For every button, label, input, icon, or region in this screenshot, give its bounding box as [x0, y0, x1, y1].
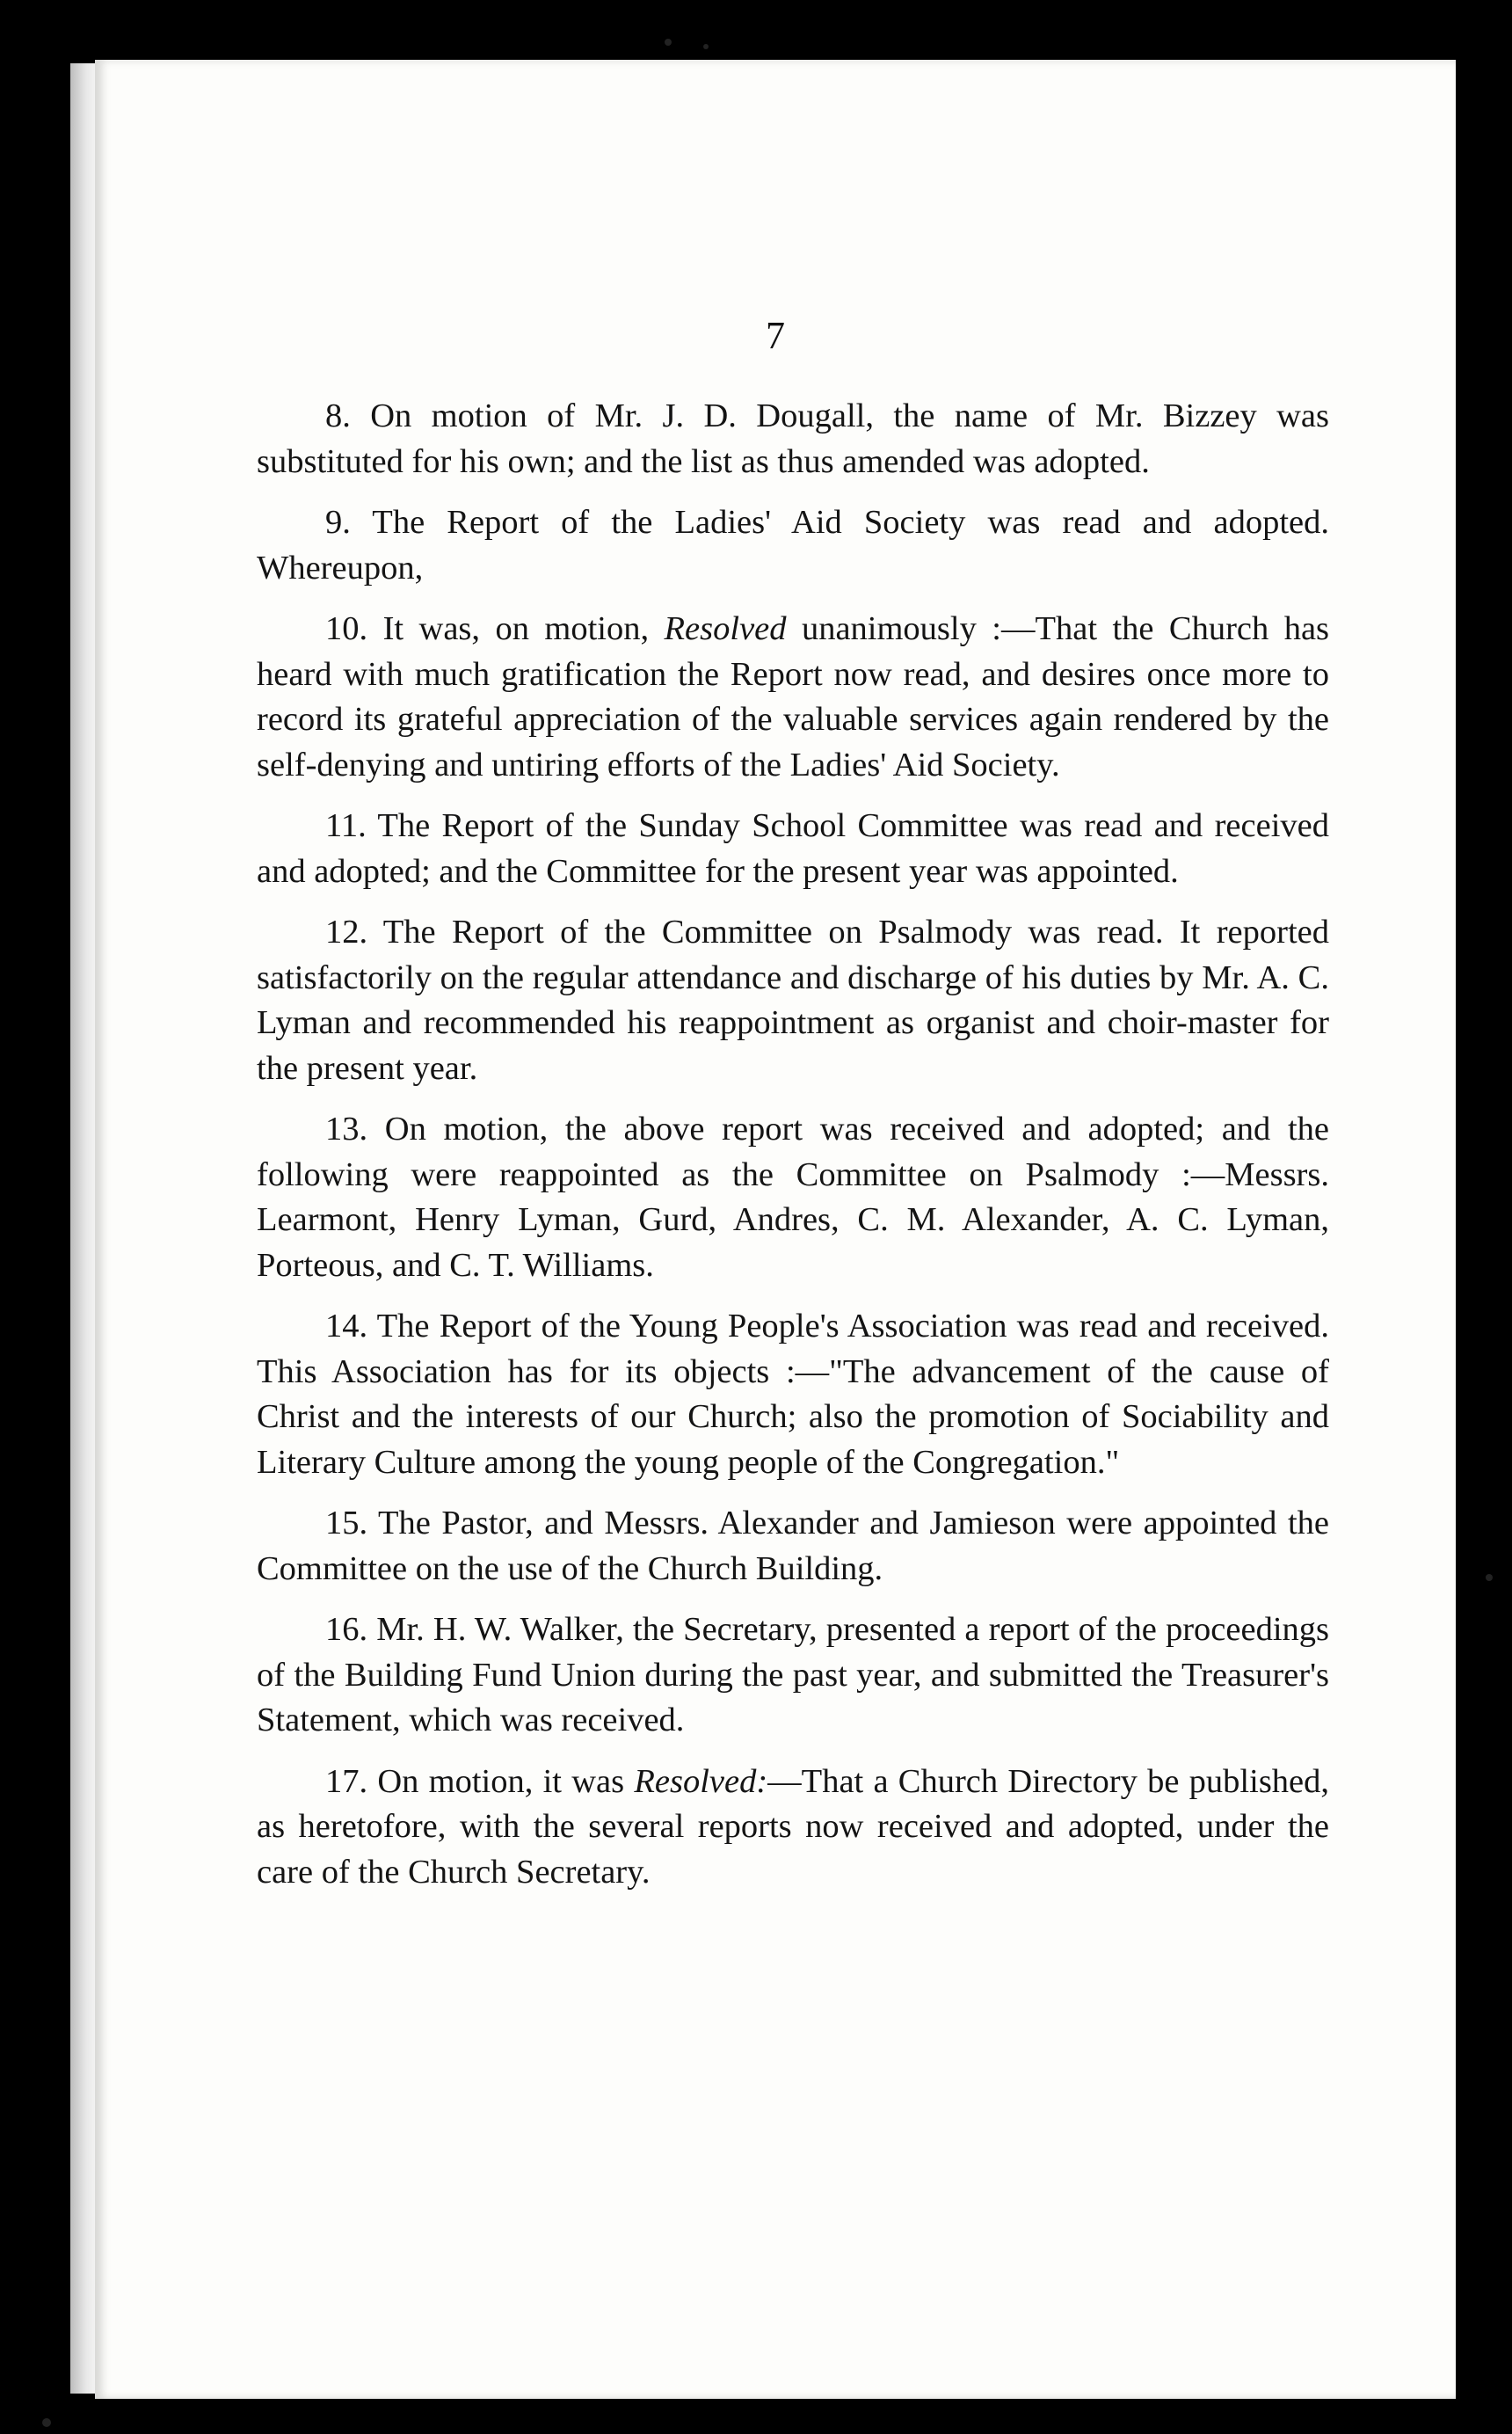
resolved-emphasis: Resolved: — [634, 1762, 768, 1800]
paragraph-text: On motion of Mr. J. D. Dougall, the name of Mr. Bizzey was substituted for his own; and the list as thus amended was adopted. — [257, 397, 1329, 480]
paragraph-13 — [257, 1107, 1329, 1288]
paragraph-number: 15. — [325, 1505, 368, 1541]
scan-dust — [665, 39, 672, 46]
scan-dust — [1486, 1574, 1493, 1581]
paragraph-text-before: On motion, it was — [377, 1762, 625, 1800]
paragraph-number: 17. — [325, 1762, 368, 1800]
paragraph-11 — [257, 804, 1329, 894]
paragraph-text: The Report of the Ladies' Aid Society was read and adopted. Whereupon, — [257, 504, 1329, 587]
scan-dust — [42, 2418, 51, 2427]
paragraph-number: 9. — [325, 504, 351, 541]
paragraph-17 — [257, 1760, 1329, 1896]
book-page — [95, 60, 1456, 2399]
paragraph-text: The Pastor, and Messrs. Alexander and Jamieson were appointed the Committee on the use of the Church Building. — [257, 1505, 1329, 1587]
paragraph-number: 8. — [325, 397, 351, 434]
resolved-emphasis: Resolved — [664, 610, 787, 647]
paragraph-8 — [257, 394, 1329, 485]
paragraph-number: 16. — [325, 1611, 368, 1648]
paragraph-text: The Report of the Sunday School Committee was read and received and adopted; and the Committee for the present year was appointed. — [257, 807, 1329, 890]
paragraph-text: The Report of the Committee on Psalmody was read. It reported satisfactorily on the regular attendance and discharge of his duties by Mr. A. C. Lyman and recommended his reappointment as organist and choir-master for the present year. — [257, 914, 1329, 1087]
paragraph-text-before: It was, on motion, — [382, 610, 650, 647]
paragraph-number: 10. — [325, 610, 368, 647]
paragraph-16 — [257, 1607, 1329, 1744]
minutes-text — [257, 394, 1329, 1911]
paragraph-9 — [257, 500, 1329, 591]
paragraph-10 — [257, 607, 1329, 788]
page-number: 7 — [766, 314, 785, 357]
paragraph-text-after: unanimously :—That the Church has heard with much gratification the Report now read, and desires once more to record its grateful appreciation of the valuable services again rendered by the self-denying and untiring efforts of the Ladies' Aid Society. — [257, 610, 1330, 783]
paragraph-15 — [257, 1501, 1329, 1592]
paragraph-text-after: —That a Church Directory be published, as heretofore, with the several reports now received and adopted, under the care of the Church Secretary. — [257, 1762, 1330, 1891]
paragraph-text: The Report of the Young People's Association was read and received. This Association has for its objects :—"The advancement of the cause of Christ and the interests of our Church; also the promotion of Sociability and Literary Culture among the young people of the Congregation." — [257, 1308, 1329, 1481]
paragraph-12 — [257, 910, 1329, 1091]
paragraph-number: 14. — [325, 1308, 368, 1345]
paragraph-number: 11. — [325, 807, 367, 844]
paragraph-text: Mr. H. W. Walker, the Secretary, presented a report of the proceedings of the Building Fund Union during the past year, and submitted the Treasurer's Statement, which was received. — [257, 1611, 1330, 1738]
scan-dust — [703, 44, 709, 49]
paragraph-number: 13. — [325, 1111, 368, 1148]
paragraph-14 — [257, 1304, 1329, 1485]
paragraph-text: On motion, the above report was received and adopted; and the following were reappointed as the Committee on Psalmody :—Messrs. Learmont, Henry Lyman, Gurd, Andres, C. M. Alexander, A. C. Lyman, Porteous, and C. T. Williams. — [257, 1111, 1329, 1284]
facing-page-edge — [70, 63, 97, 2394]
paragraph-number: 12. — [325, 914, 368, 951]
